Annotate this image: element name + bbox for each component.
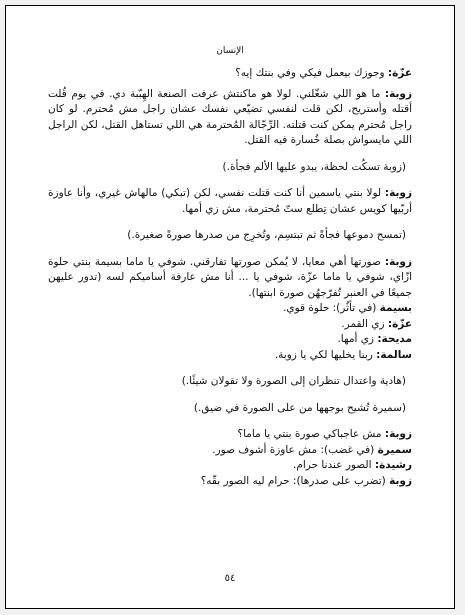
- dialogue-text: (في غضب): مش عاوزة أشوف صور.: [212, 443, 375, 456]
- speaker-name: سميرة: [377, 443, 412, 456]
- running-header: الإنسان: [216, 46, 244, 56]
- dialogue-line: [48, 348, 412, 364]
- speaker-name: عزّة:: [387, 67, 412, 79]
- dialogue-line: [48, 458, 412, 474]
- dialogue-text: (في تأثُر): حلوة قوي.: [283, 302, 377, 314]
- speaker-name: زوبة:: [384, 255, 412, 268]
- dialogue-line: [48, 332, 412, 348]
- dialogue-line: [48, 474, 412, 490]
- dialogue-line: [48, 301, 412, 317]
- speaker-name: زوبة:: [384, 187, 412, 199]
- dialogue-text: (تضرب على صدرها): حرام ليه الصور بقّه؟: [200, 474, 386, 487]
- dialogue-line: [48, 443, 412, 459]
- dialogue-line: [48, 87, 412, 149]
- dialogue-text: ربنا يخليها لكي يا زوبة.: [274, 348, 373, 361]
- stage-direction: [48, 401, 412, 417]
- stage-direction-text: (زوبة تسكُت لحظة، يبدو عليها الألم فجأة.): [222, 160, 406, 173]
- speaker-name: رشيدة:: [374, 459, 412, 471]
- dialogue-text: لولا بنتي ياسمين أنا كنت قتلت نفسي، لكن (تبكي) مالهاش غيري، وأنا عاوزة أربّيها كويس عشان تِطلع ستّ مُحترمة، مش زي أمها.: [48, 187, 412, 215]
- speaker-name: عزّة:: [387, 317, 412, 330]
- speaker-name: سالمة:: [376, 348, 412, 361]
- book-page: [5, 5, 455, 609]
- page-content: [48, 66, 412, 489]
- speaker-name: زوبة: [389, 474, 412, 487]
- speaker-name: زوبة:: [384, 87, 412, 100]
- dialogue-text: زي القمر.: [341, 317, 385, 330]
- stage-direction-text: (تمسح دموعها فجأةً ثم تبتسِم، وتُخرِج من صدرها صورةً صغيرة.): [127, 229, 406, 241]
- dialogue-text: زي أمها.: [337, 333, 374, 345]
- dialogue-line: [48, 186, 412, 217]
- dialogue-text: ما هو اللي شغّلني. لولا هو ماكنتش عرفت الصنعة الهِبّبة دي. في يوم قُلت أقتله وأستريح، لكن قلت لنفسي تضيّعي نفسك عشان راجل مش مُحترم. لو كان راجل مُحترم يمكن كنت قتلته. الرِّجّالة المُحترمة هي اللي تستاهل القتل، لكن الراجل اللي مايسواش بصلة خُسارة فيه القتل.: [48, 87, 412, 146]
- dialogue-text: الصور عندنا حرام.: [293, 459, 372, 471]
- stage-direction: [48, 228, 412, 244]
- dialogue-line: [48, 317, 412, 333]
- dialogue-line: [48, 66, 412, 82]
- speaker-name: بسيمة: [379, 302, 412, 314]
- speaker-name: زوبة:: [384, 428, 412, 440]
- stage-direction-text: (سميرة تُشيح بوجهها من على الصورة في ضيق.): [193, 401, 406, 414]
- dialogue-text: صورتها أهي معايا، لا يُمكن صورتها تفارقني. شوفي يا ماما بسيمة بنتي حلوة ازّاي، شوفي يا ماما عزّة، شوفي يا ... أنا مش عارفة أساميكم لسه (تدور عليهن جميعًا في العنبر تُفرّجهُن صورة ابنتها).: [48, 255, 412, 299]
- dialogue-text: وجوزك بيعمل فيكي وفي بنتك إيه؟: [235, 67, 385, 79]
- dialogue-line: [48, 255, 412, 302]
- stage-direction: [48, 160, 412, 176]
- stage-direction-text: (هادية واعتدال تنظران إلى الصورة ولا تقولان شيئًا.): [181, 375, 406, 387]
- dialogue-text: مش عاجباكي صورة بنتي يا ماما؟: [237, 428, 382, 440]
- dialogue-line: [48, 427, 412, 443]
- stage-direction: [48, 374, 412, 390]
- speaker-name: مديحة:: [377, 333, 412, 345]
- page-number: ٥٤: [224, 573, 236, 584]
